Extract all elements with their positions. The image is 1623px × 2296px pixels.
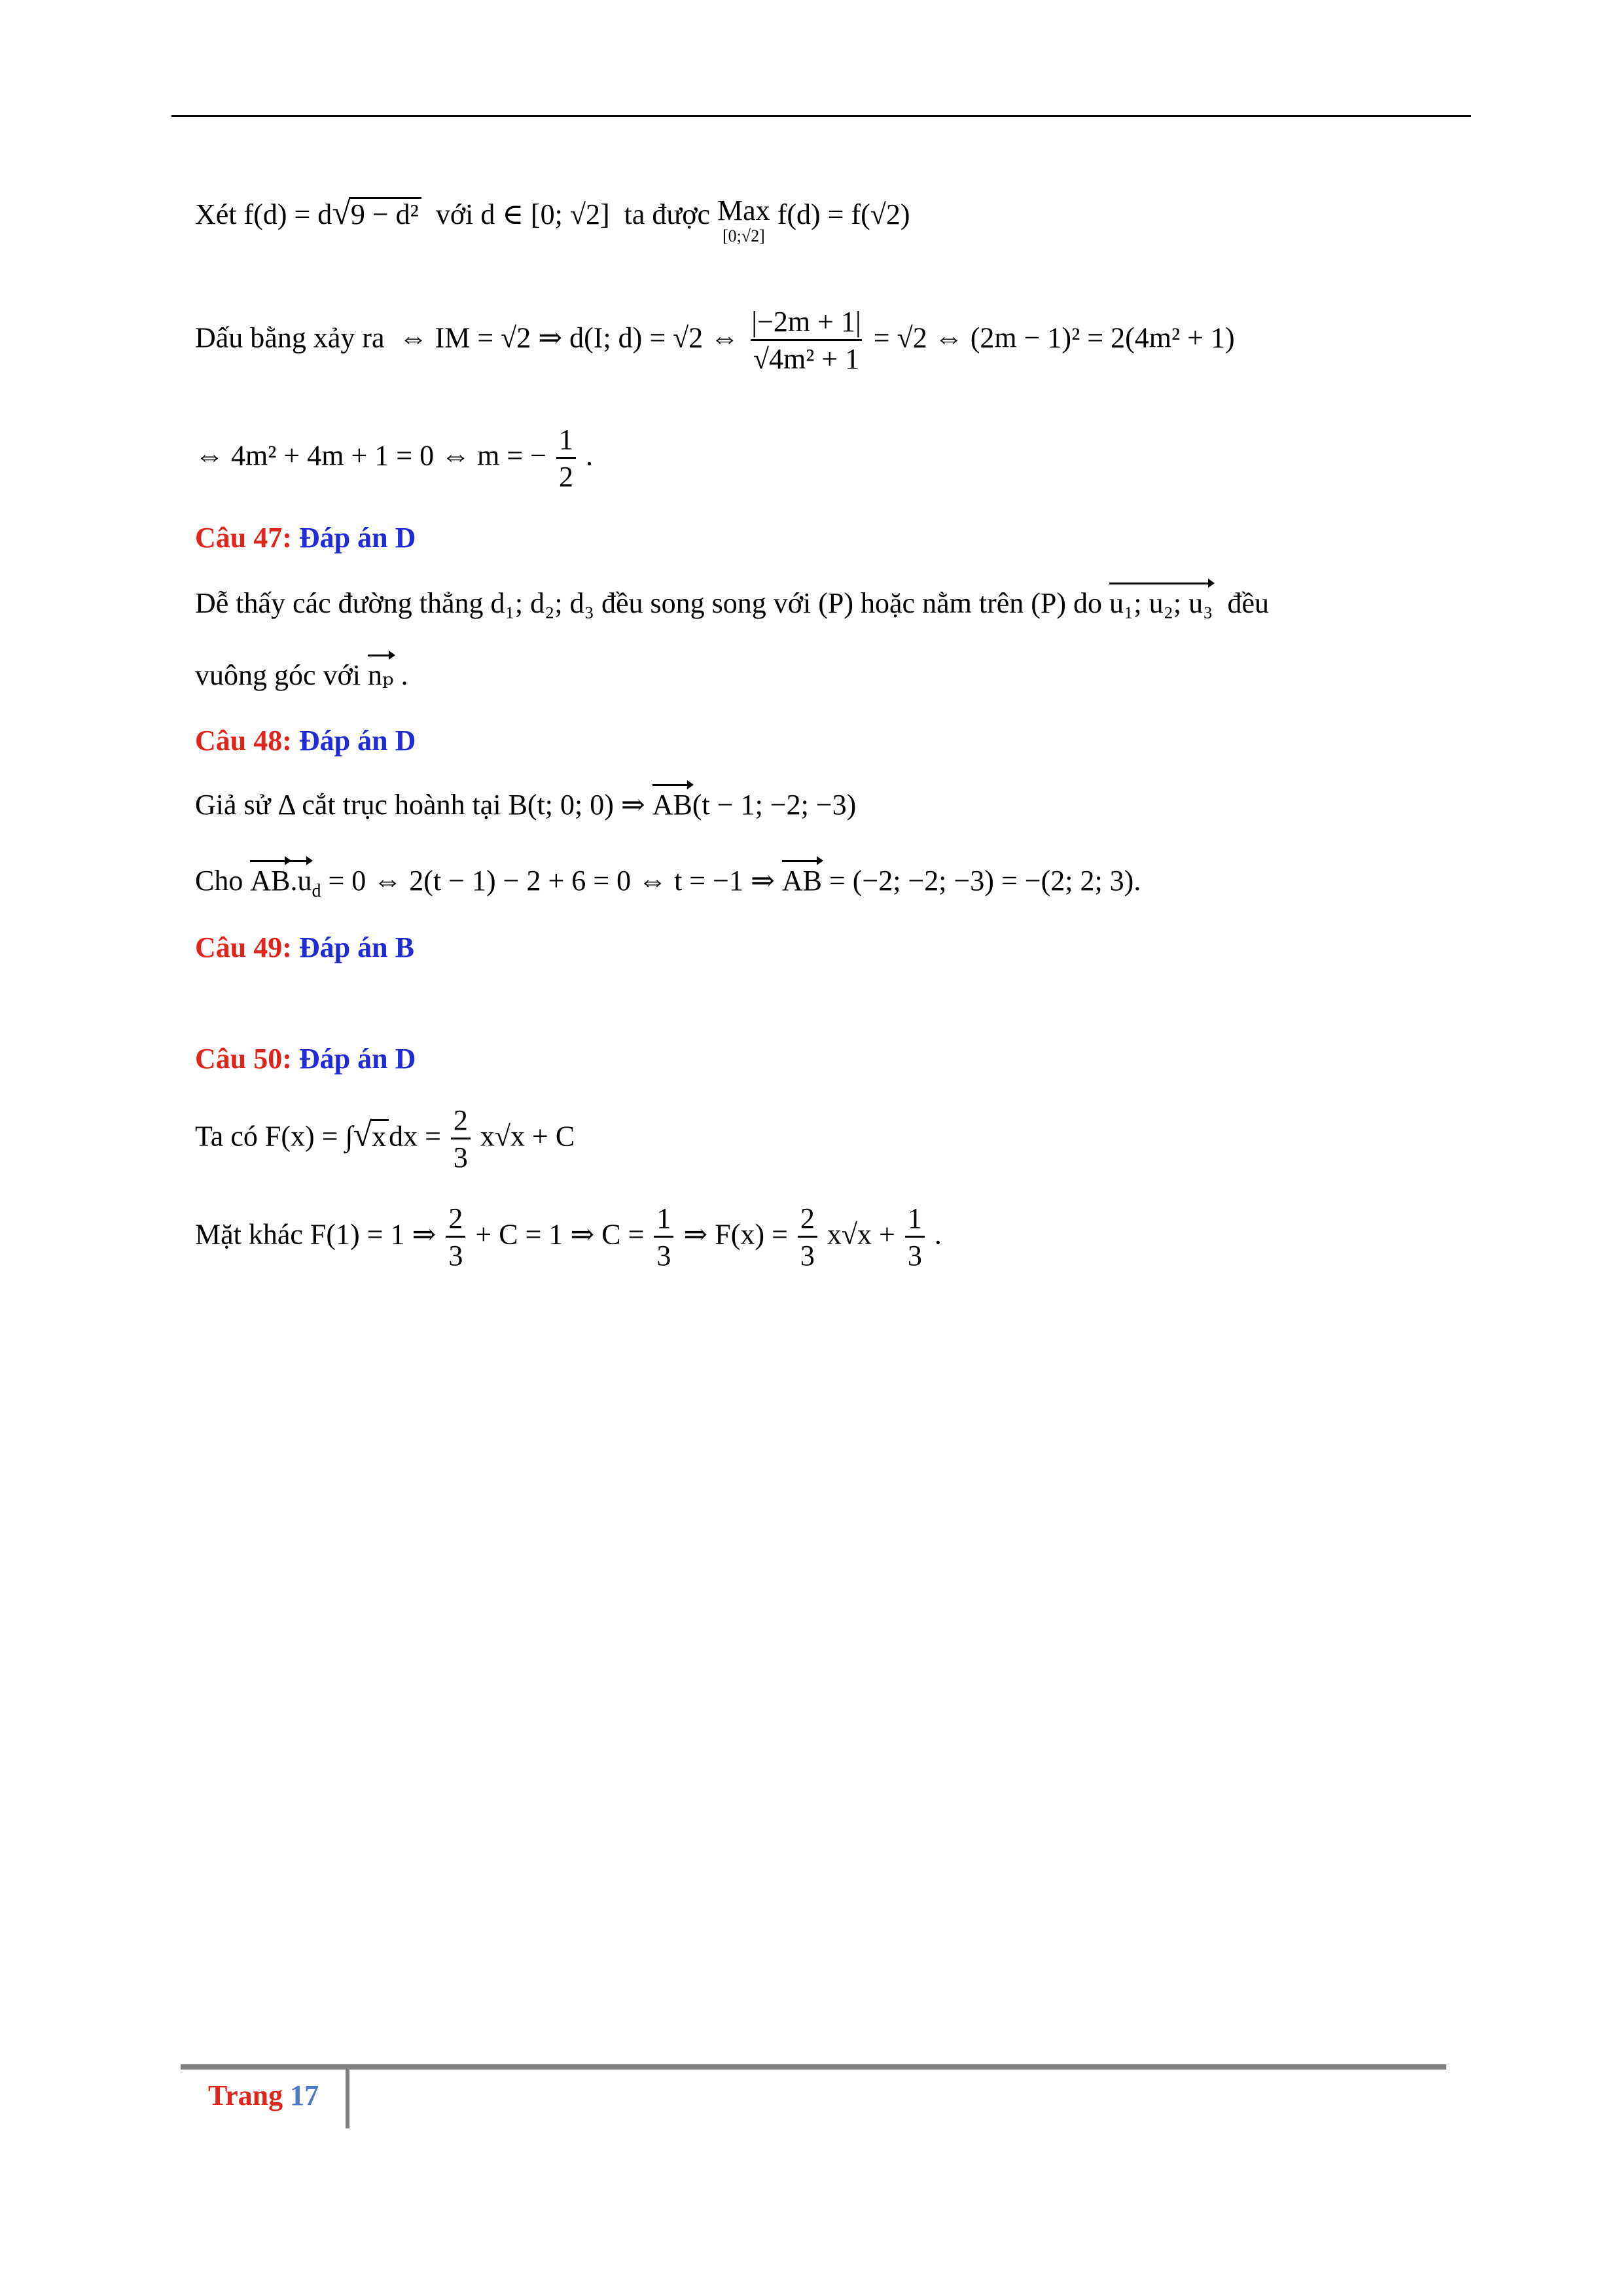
q47-text: Dễ thấy các đường thẳng d₁; d₂; d₃ đều song song với (P) hoặc nằm trên (P) do [195, 587, 1103, 619]
q48-result: = (−2; −2; −3) = −(2; 2; 3). [829, 865, 1141, 897]
frac-numerator: 2 [800, 1202, 815, 1234]
max-word: Max [717, 194, 770, 226]
q48-line1 [195, 791, 856, 819]
u-vectors: u₁; u₂; u₃ [1109, 587, 1213, 619]
q50-dx: dx = [389, 1120, 441, 1153]
ab-vector: AB [250, 865, 291, 897]
frac-numerator: 1 [907, 1202, 922, 1234]
question-label: Câu 47: [195, 522, 292, 554]
fraction-2 [654, 1204, 673, 1270]
q50-line2 [195, 1204, 942, 1270]
page-footer [208, 2079, 319, 2112]
sqrt-sign: √ [332, 194, 351, 232]
dau-bang-word: Dấu bằng xảy ra [195, 321, 385, 354]
q50-text: Ta có F(x) = ∫ [195, 1120, 353, 1153]
dau-bang-expr1: ⇔ IM = √2 ⇒ d(I; d) = √2 ⇔ [399, 321, 740, 354]
frac-denominator: √4m² + 1 [751, 339, 862, 374]
heading-cau-48 [195, 726, 416, 755]
q50-expr3: x√x + [827, 1218, 895, 1251]
heading-cau-50 [195, 1045, 416, 1073]
frac-numerator: 2 [448, 1202, 463, 1234]
q48-cho: Cho [195, 865, 243, 897]
footer-rule [181, 2064, 1446, 2070]
frac-numerator: |−2m + 1| [751, 306, 861, 338]
footer-divider [346, 2068, 349, 2128]
q50-mat-khac: Mặt khác F(1) = 1 ⇒ [195, 1218, 437, 1251]
ab-vector: AB [652, 789, 692, 821]
fraction-3 [798, 1204, 817, 1270]
solve-m-fraction [556, 425, 576, 492]
fraction-4 [905, 1204, 925, 1270]
u-d-subscript: d [312, 880, 321, 901]
question-label: Câu 50: [195, 1043, 292, 1075]
period: . [401, 659, 408, 691]
answer-label: Đáp án D [298, 1043, 416, 1075]
answer-label: Đáp án B [298, 931, 414, 963]
q50-antiderivative: x√x + C [480, 1120, 575, 1153]
max-subscript: [0;√2] [722, 226, 765, 245]
q50-expr1: + C = 1 ⇒ C = [475, 1218, 645, 1251]
solve-m-expr: ⇔ 4m² + 4m + 1 = 0 ⇔ m = − [195, 439, 546, 472]
period: . [585, 439, 593, 472]
heading-cau-49 [195, 933, 414, 962]
q48-expr: = 0 ⇔ 2(t − 1) − 2 + 6 = 0 ⇔ t = −1 ⇒ [328, 865, 775, 897]
q48-text: Giả sử Δ cắt trục hoành tại B(t; 0; 0) ⇒ [195, 789, 645, 821]
q47-line1 [195, 589, 1269, 618]
frac-numerator: 1 [558, 423, 573, 456]
xet-result: f(d) = f(√2) [777, 198, 910, 230]
page-number: 17 [290, 2079, 319, 2111]
frac-denominator: 3 [905, 1236, 925, 1270]
frac-denominator: 3 [446, 1236, 465, 1270]
xet-domain: với d ∈ [0; √2] [435, 198, 610, 230]
xet-word: Xét [195, 198, 237, 230]
q50-expr2: ⇒ F(x) = [683, 1218, 788, 1251]
frac-numerator: 1 [656, 1202, 671, 1234]
q48-line2 [195, 867, 1141, 901]
dau-bang-fraction [749, 308, 863, 374]
fraction-1 [446, 1204, 465, 1270]
page-label: Trang [208, 2079, 283, 2111]
max-operator [717, 196, 770, 245]
ab-vector: AB [781, 865, 822, 897]
frac-denominator: 3 [654, 1236, 673, 1270]
q47-text2: vuông góc với [195, 659, 361, 691]
xet-ta-duoc: ta được [624, 198, 711, 230]
question-label: Câu 48: [195, 725, 292, 757]
line-solve-m [195, 425, 593, 492]
u-d-vector: .u [290, 865, 312, 897]
n-p-vector: nₚ [368, 659, 394, 691]
dau-bang-expr2: = √2 ⇔ (2m − 1)² = 2(4m² + 1) [873, 321, 1235, 354]
answer-label: Đáp án D [298, 522, 416, 554]
heading-cau-47 [195, 524, 416, 552]
ab-coords: (t − 1; −2; −3) [692, 789, 857, 821]
frac-denominator: 2 [556, 457, 576, 492]
q47-deu: đều [1227, 587, 1270, 619]
question-label: Câu 49: [195, 931, 292, 963]
line-dau-bang [195, 308, 1235, 374]
two-thirds-fraction [451, 1106, 471, 1172]
line-xet [195, 196, 910, 245]
period: . [934, 1218, 942, 1251]
q50-line1 [195, 1106, 575, 1172]
xet-expr1: f(d) = d [243, 198, 332, 230]
frac-numerator: 2 [453, 1104, 468, 1136]
frac-denominator: 3 [798, 1236, 817, 1270]
answer-label: Đáp án D [298, 725, 416, 757]
q47-line2 [195, 661, 408, 690]
sqrt-x: x [370, 1119, 389, 1151]
xet-radicand: 9 − d² [349, 197, 421, 229]
top-rule [171, 115, 1471, 117]
frac-denominator: 3 [451, 1138, 471, 1172]
sqrt-sign: √ [353, 1116, 372, 1154]
